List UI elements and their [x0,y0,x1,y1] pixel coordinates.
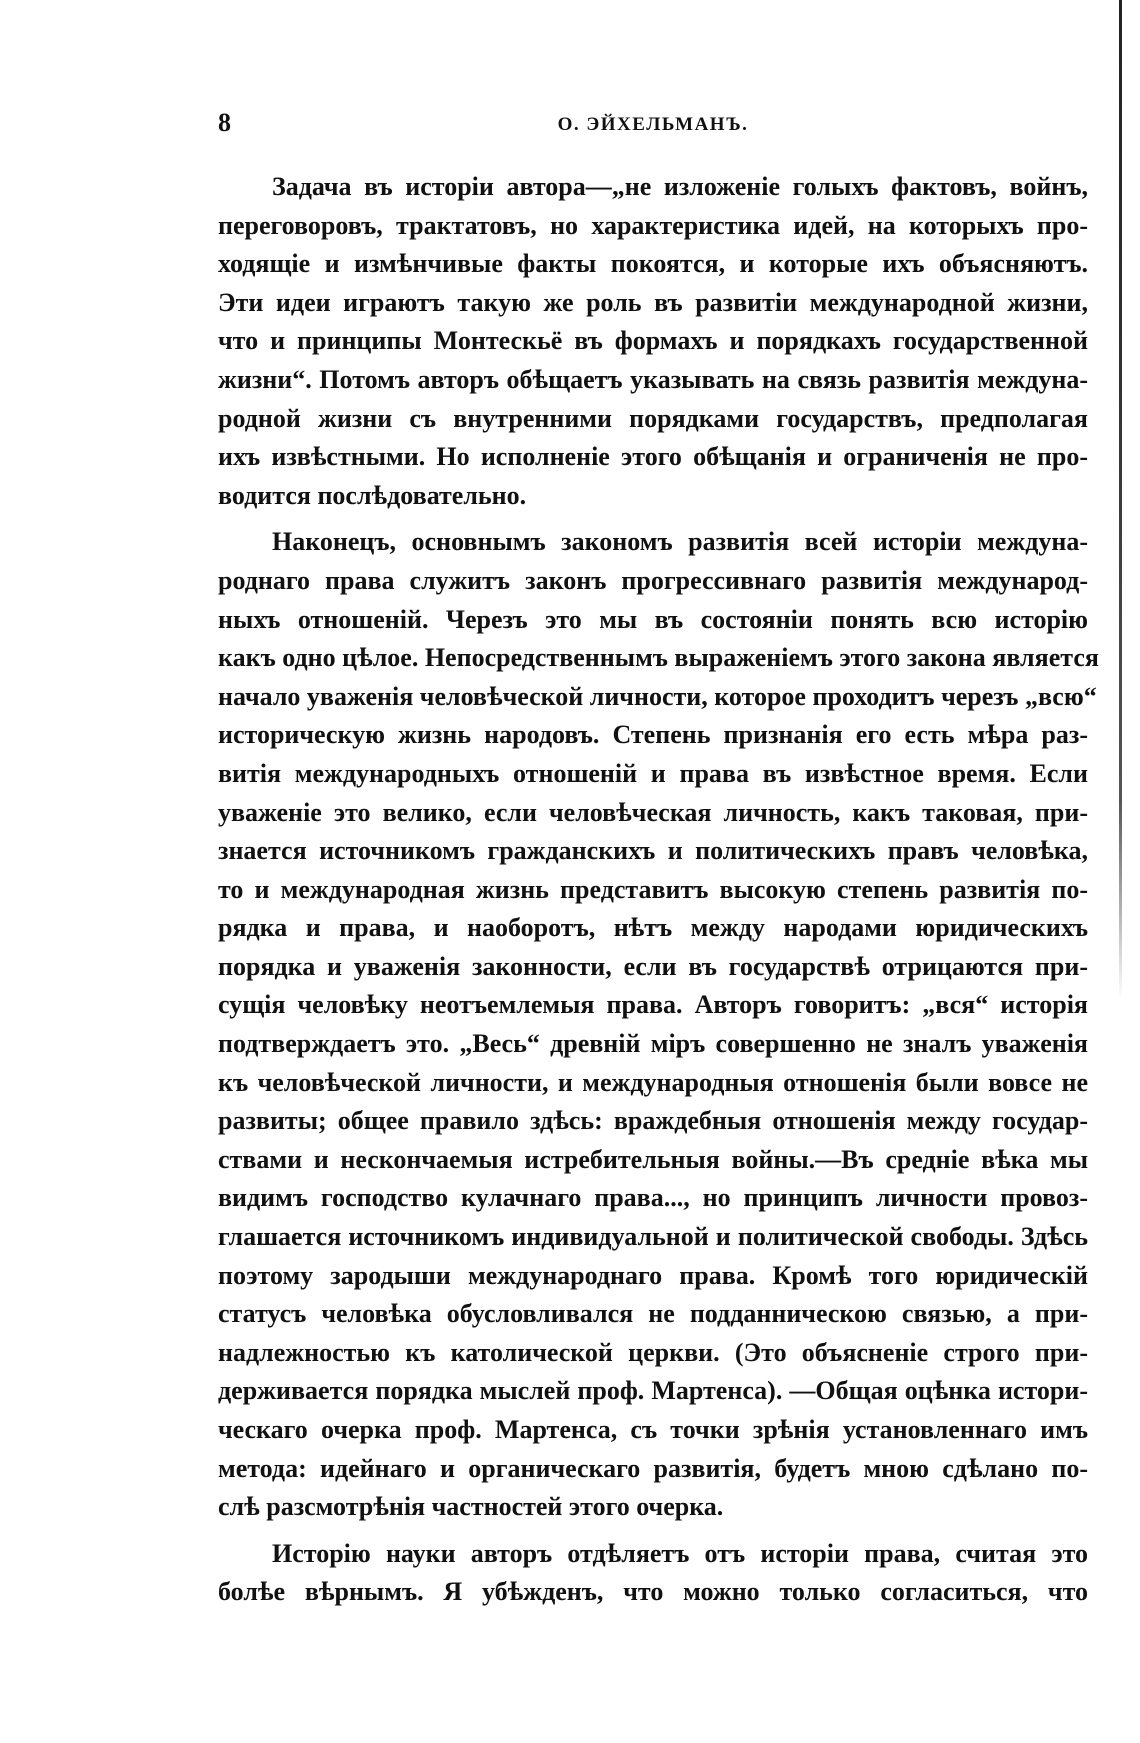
text-line: водится послѣдовательно. [218,480,527,510]
text-line: держивается порядка мыслей проф. Мартенса). —Общая оцѣнка истори- [218,1376,1088,1406]
text-line: къ человѣческой личности, и международныя отношенія были вовсе не [218,1067,1088,1097]
text-line: развиты; общее правило здѣсь: враждебныя отношенія между государ- [218,1106,1088,1136]
text-line: то и международная жизнь представитъ высокую степень развитія по- [218,874,1088,904]
text-line: надлежностью къ католической церкви. (Это объясненіе строго при- [218,1337,1088,1367]
text-line: ствами и нескончаемыя истребительныя войны.—Въ средніе вѣка мы [218,1144,1088,1174]
body-text [218,168,1099,1612]
paragraph-1 [218,168,1088,515]
text-line: болѣе вѣрнымъ. Я убѣжденъ, что можно только согласиться, что [218,1577,1088,1607]
text-line: начало уваженія человѣческой личности, которое проходитъ черезъ „всю“ [218,681,1097,711]
text-line: переговоровъ, трактатовъ, но характеристика идей, на которыхъ про- [218,210,1088,240]
text-line: жизни“. Потомъ авторъ обѣщаетъ указывать на связь развитія междуна- [218,364,1088,394]
text-line: ныхъ отношеній. Черезъ это мы въ состояніи понять всю исторію [218,604,1088,634]
text-line: статусъ человѣка обусловливался не подданническою связью, а при- [218,1299,1088,1329]
text-line: поэтому зародыши международнаго права. Кромѣ того юридическій [218,1260,1088,1290]
text-line: уваженіе это велико, если человѣческая личность, какъ таковая, при- [218,797,1088,827]
text-line: ихъ извѣстными. Но исполненіе этого обѣщанія и ограниченія не про- [218,442,1088,472]
text-line: Исторію науки авторъ отдѣляетъ отъ исторіи права, считая это [272,1538,1088,1568]
text-line: родной жизни съ внутренними порядками государствъ, предполагая [218,403,1088,433]
text-line: подтверждаетъ это. „Весь“ древній міръ совершенно не зналъ уваженія [218,1029,1088,1059]
text-line: сущія человѣку неотъемлемыя права. Авторъ говоритъ: „вся“ исторія [218,990,1088,1020]
page-edge-line [1119,0,1122,1000]
text-line: роднаго права служитъ законъ прогрессивнаго развитія международ- [218,565,1088,595]
running-head: О. ЭЙХЕЛЬМАНЪ. [557,114,749,135]
page-header [218,108,1088,148]
text-line: слѣ разсмотрѣнія частностей этого очерка. [218,1492,724,1522]
text-line: знается источникомъ гражданскихъ и политическихъ правъ человѣка, [218,836,1088,866]
text-line: рядка и права, и наоборотъ, нѣтъ между народами юридическихъ [218,913,1088,943]
text-line: ходящіе и измѣнчивые факты покоятся, и которые ихъ объясняютъ. [218,249,1088,279]
paragraph-3 [218,1535,1088,1612]
text-line: историческую жизнь народовъ. Степень признанія его есть мѣра раз- [218,720,1088,750]
text-line: что и принципы Монтескьё въ формахъ и порядкахъ государственной [218,326,1088,356]
text-line: метода: идейнаго и органическаго развитія, будетъ мною сдѣлано по- [218,1453,1088,1483]
text-line: Эти идеи играютъ такую же роль въ развитіи международной жизни, [218,287,1088,317]
text-line: глашается источникомъ индивидуальной и политической свободы. Здѣсь [218,1222,1088,1252]
page-number: 8 [218,108,231,137]
text-line: видимъ господство кулачнаго права..., но принципъ личности провоз- [218,1183,1088,1213]
text-line: Наконецъ, основнымъ закономъ развитія всей исторіи междуна- [272,527,1088,557]
text-line: Задача въ исторіи автора—„не изложеніе голыхъ фактовъ, войнъ, [272,172,1088,201]
text-line: витія международныхъ отношеній и права въ извѣстное время. Если [218,758,1088,788]
text-line: порядка и уваженія законности, если въ государствѣ отрицаются при- [218,951,1088,981]
text-line: какъ одно цѣлое. Непосредственнымъ выраженіемъ этого закона является [218,643,1099,673]
text-line: ческаго очерка проф. Мартенса, съ точки зрѣнія установленнаго имъ [218,1415,1088,1444]
paragraph-2 [218,523,1099,1526]
